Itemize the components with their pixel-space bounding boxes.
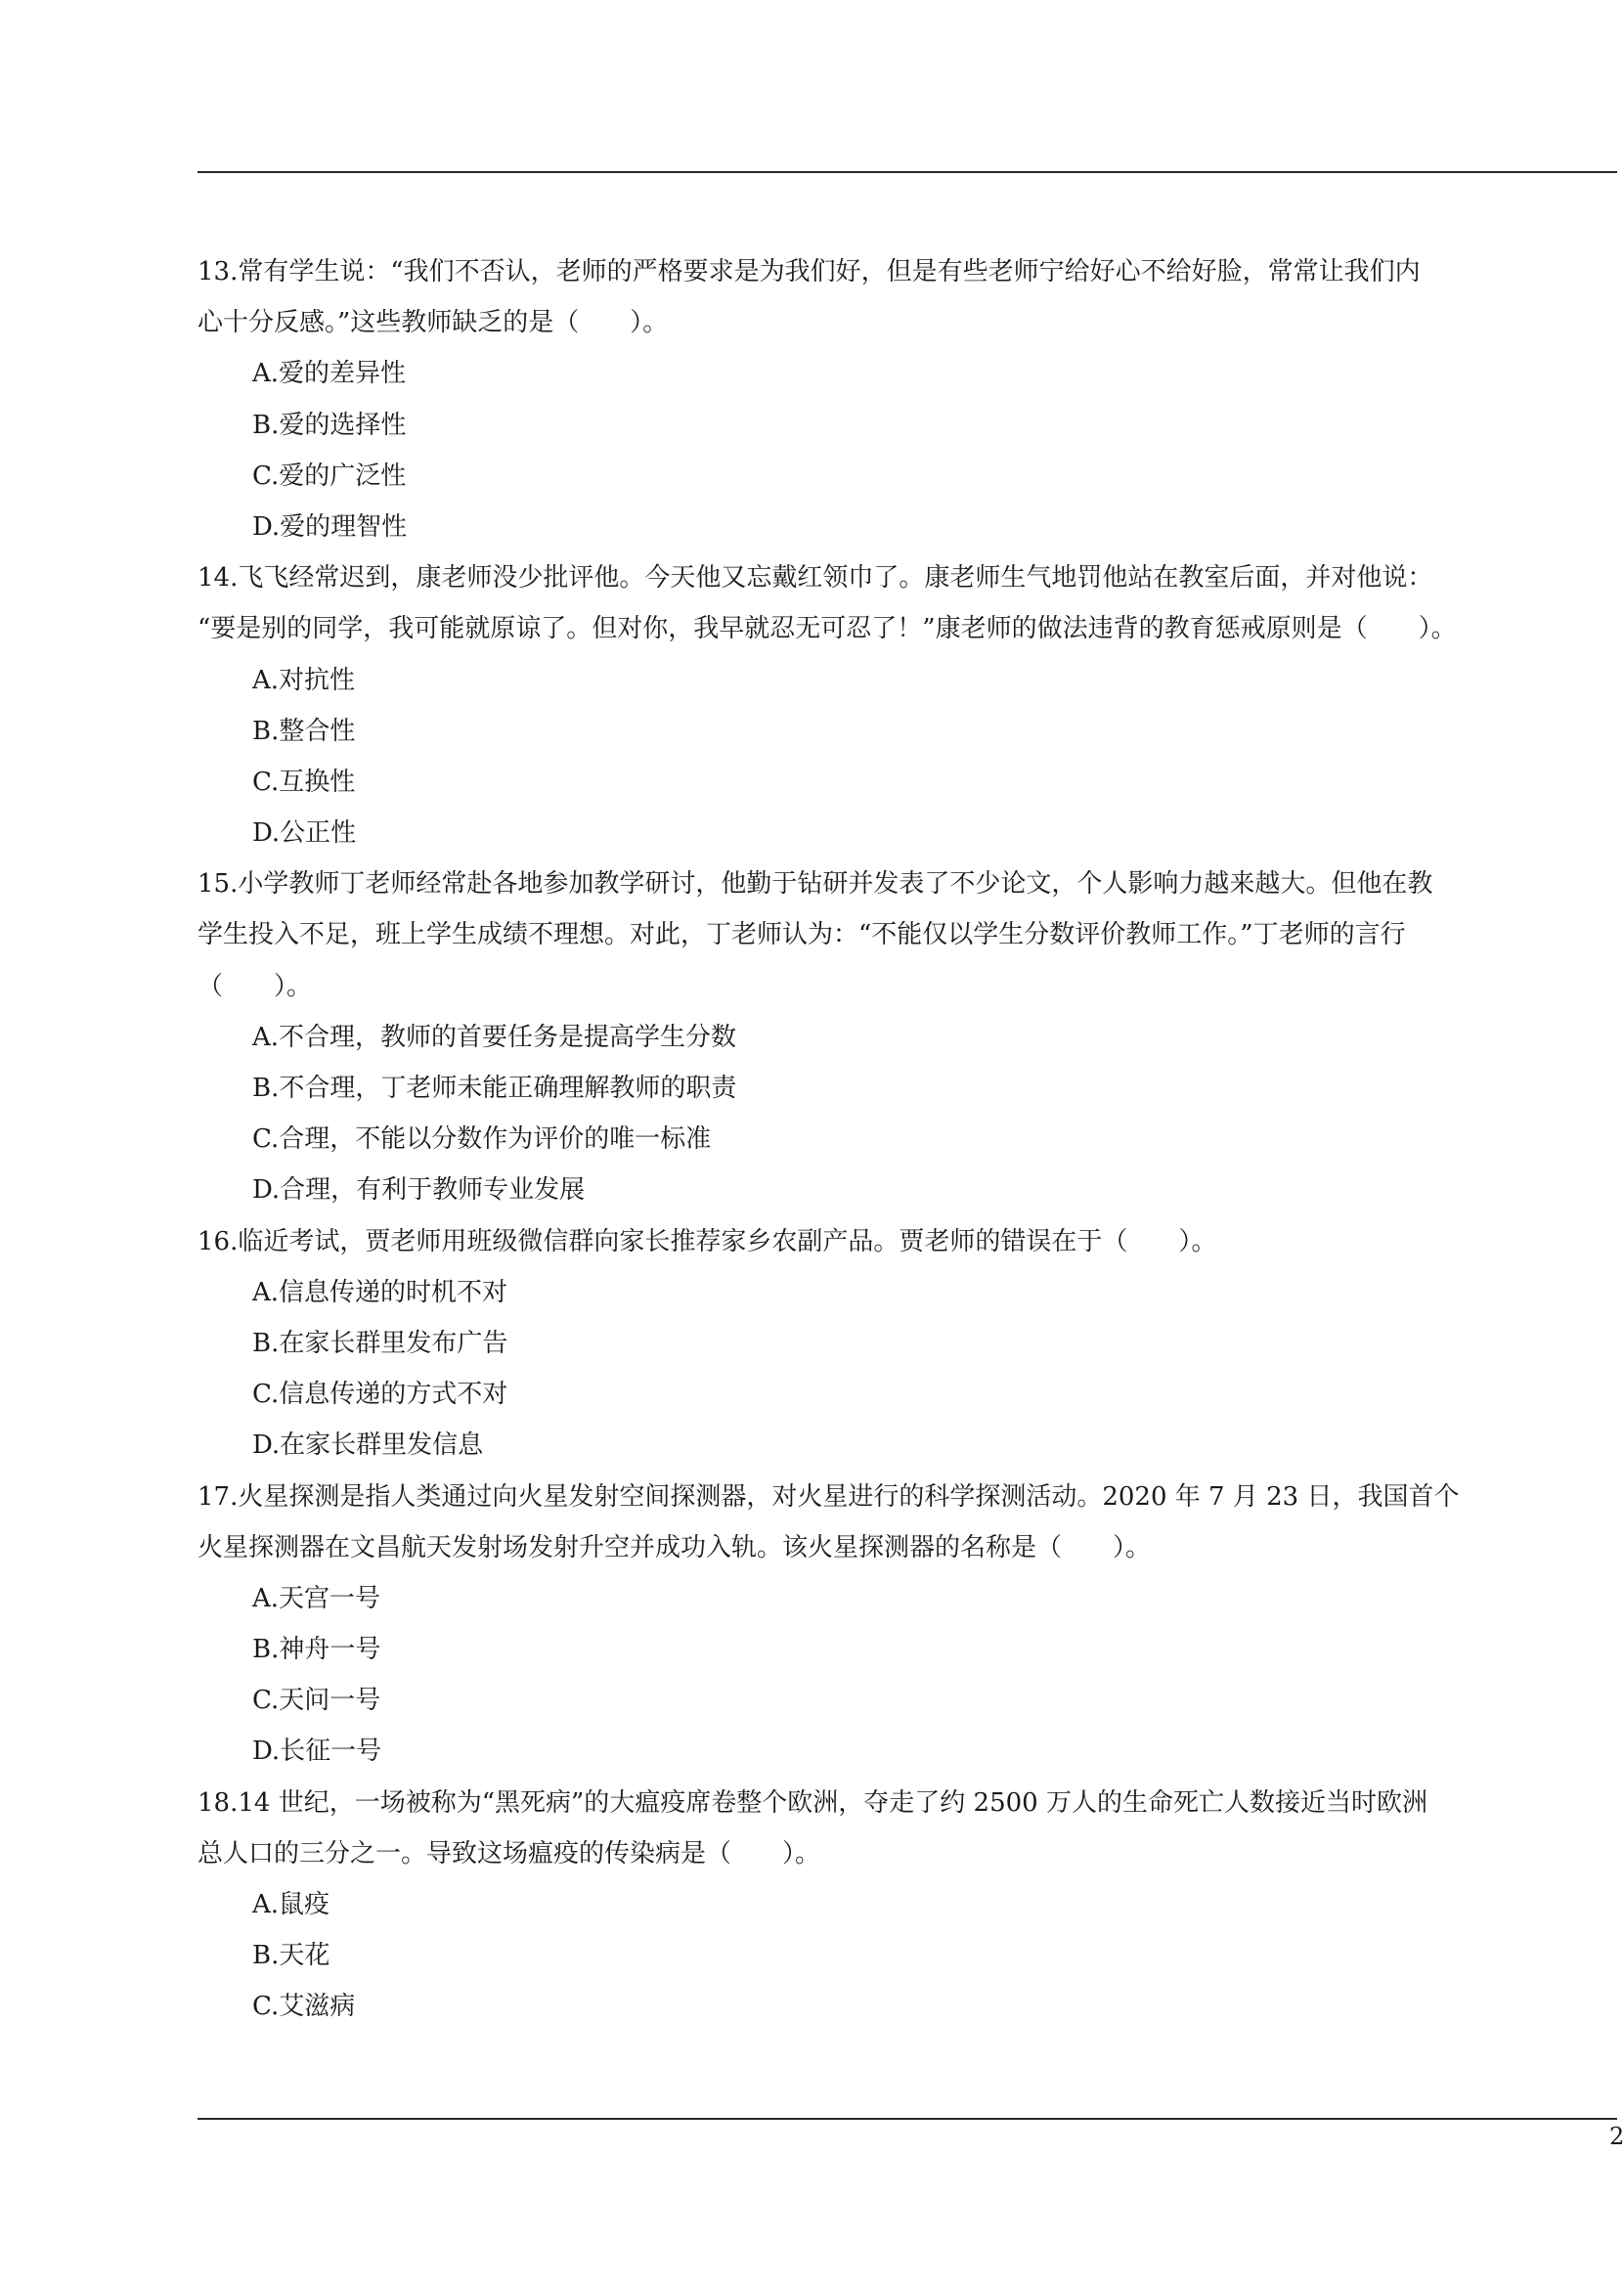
question-stem-line: （ ）。 xyxy=(198,971,313,1001)
answer-option: C.艾滋病 xyxy=(252,1992,356,2022)
answer-option: B.爱的选择性 xyxy=(252,410,407,440)
question-13 xyxy=(198,246,1584,552)
answer-option: B.不合理，丁老师未能正确理解教师的职责 xyxy=(252,1074,737,1103)
answer-option: C.信息传递的方式不对 xyxy=(252,1380,508,1410)
question-14 xyxy=(198,552,1584,858)
question-stem-line: 学生投入不足，班上学生成绩不理想。对此，丁老师认为：“不能仅以学生分数评价教师工作。”丁老师的言行 xyxy=(198,920,1406,950)
question-stem xyxy=(198,858,1584,1012)
question-stem-line: 心十分反感。”这些教师缺乏的是（ ）。 xyxy=(198,308,669,338)
answer-option: C.互换性 xyxy=(252,767,356,797)
answer-option: B.在家长群里发布广告 xyxy=(252,1328,508,1358)
question-stem-line: 15.小学教师丁老师经常赴各地参加教学研讨，他勤于钻研并发表了不少论文，个人影响力越来越大。但他在教 xyxy=(198,869,1433,900)
question-15 xyxy=(198,858,1584,1215)
answer-option: D.爱的理智性 xyxy=(252,511,408,542)
question-stem-line: 17.火星探测是指人类通过向火星发射空间探测器，对火星进行的科学探测活动。2020 年 7 月 23 日，我国首个 xyxy=(198,1481,1460,1512)
answer-option: D.合理，有利于教师专业发展 xyxy=(252,1175,586,1206)
exam-question-list xyxy=(198,246,1584,2033)
question-stem xyxy=(198,552,1584,654)
question-16 xyxy=(198,1216,1584,1472)
answer-option: B.整合性 xyxy=(252,716,356,746)
answer-option: C.天问一号 xyxy=(252,1686,381,1716)
question-stem-line: 13.常有学生说：“我们不否认，老师的严格要求是为我们好，但是有些老师宁给好心不给好脸，常常让我们内 xyxy=(198,257,1421,286)
answer-option: D.长征一号 xyxy=(252,1737,382,1767)
answer-option: A.不合理，教师的首要任务是提高学生分数 xyxy=(252,1022,737,1052)
question-stem xyxy=(198,1472,1584,1573)
question-stem-line: 14.飞飞经常迟到，康老师没少批评他。今天他又忘戴红领巾了。康老师生气地罚他站在教室后面，并对他说： xyxy=(198,563,1433,594)
answer-option: A.信息传递的时机不对 xyxy=(252,1277,508,1307)
question-stem xyxy=(198,246,1584,348)
question-18 xyxy=(198,1778,1584,2033)
answer-option: C.爱的广泛性 xyxy=(252,461,407,491)
question-stem xyxy=(198,1216,1584,1267)
header-rule xyxy=(198,171,1617,173)
answer-option: A.对抗性 xyxy=(252,665,356,695)
question-stem-line: “要是别的同学，我可能就原谅了。但对你，我早就忍无可忍了！”康老师的做法违背的教育惩戒原则是（ ）。 xyxy=(198,614,1457,644)
answer-option: A.鼠疫 xyxy=(252,1890,330,1919)
page-number: 2 xyxy=(1609,2123,1624,2150)
answer-option: A.爱的差异性 xyxy=(252,359,407,389)
answer-option: B.天花 xyxy=(252,1941,330,1971)
question-stem-line: 火星探测器在文昌航天发射场发射升空并成功入轨。该火星探测器的名称是（ ）。 xyxy=(198,1532,1152,1562)
question-stem xyxy=(198,1778,1584,1879)
answer-option: B.神舟一号 xyxy=(252,1635,381,1665)
answer-option: D.公正性 xyxy=(252,818,357,849)
question-stem-line: 16.临近考试，贾老师用班级微信群向家长推荐家乡农副产品。贾老师的错误在于（ ）。 xyxy=(198,1226,1217,1256)
question-stem-line: 18.14 世纪，一场被称为“黑死病”的大瘟疫席卷整个欧洲，夺走了约 2500 万人的生命死亡人数接近当时欧洲 xyxy=(198,1787,1427,1818)
answer-option: C.合理，不能以分数作为评价的唯一标准 xyxy=(252,1124,712,1155)
question-17 xyxy=(198,1472,1584,1778)
answer-option: D.在家长群里发信息 xyxy=(252,1430,484,1461)
footer-rule xyxy=(198,2118,1617,2120)
question-stem-line: 总人口的三分之一。导致这场瘟疫的传染病是（ ）。 xyxy=(198,1838,821,1869)
answer-option: A.天宫一号 xyxy=(252,1583,381,1613)
